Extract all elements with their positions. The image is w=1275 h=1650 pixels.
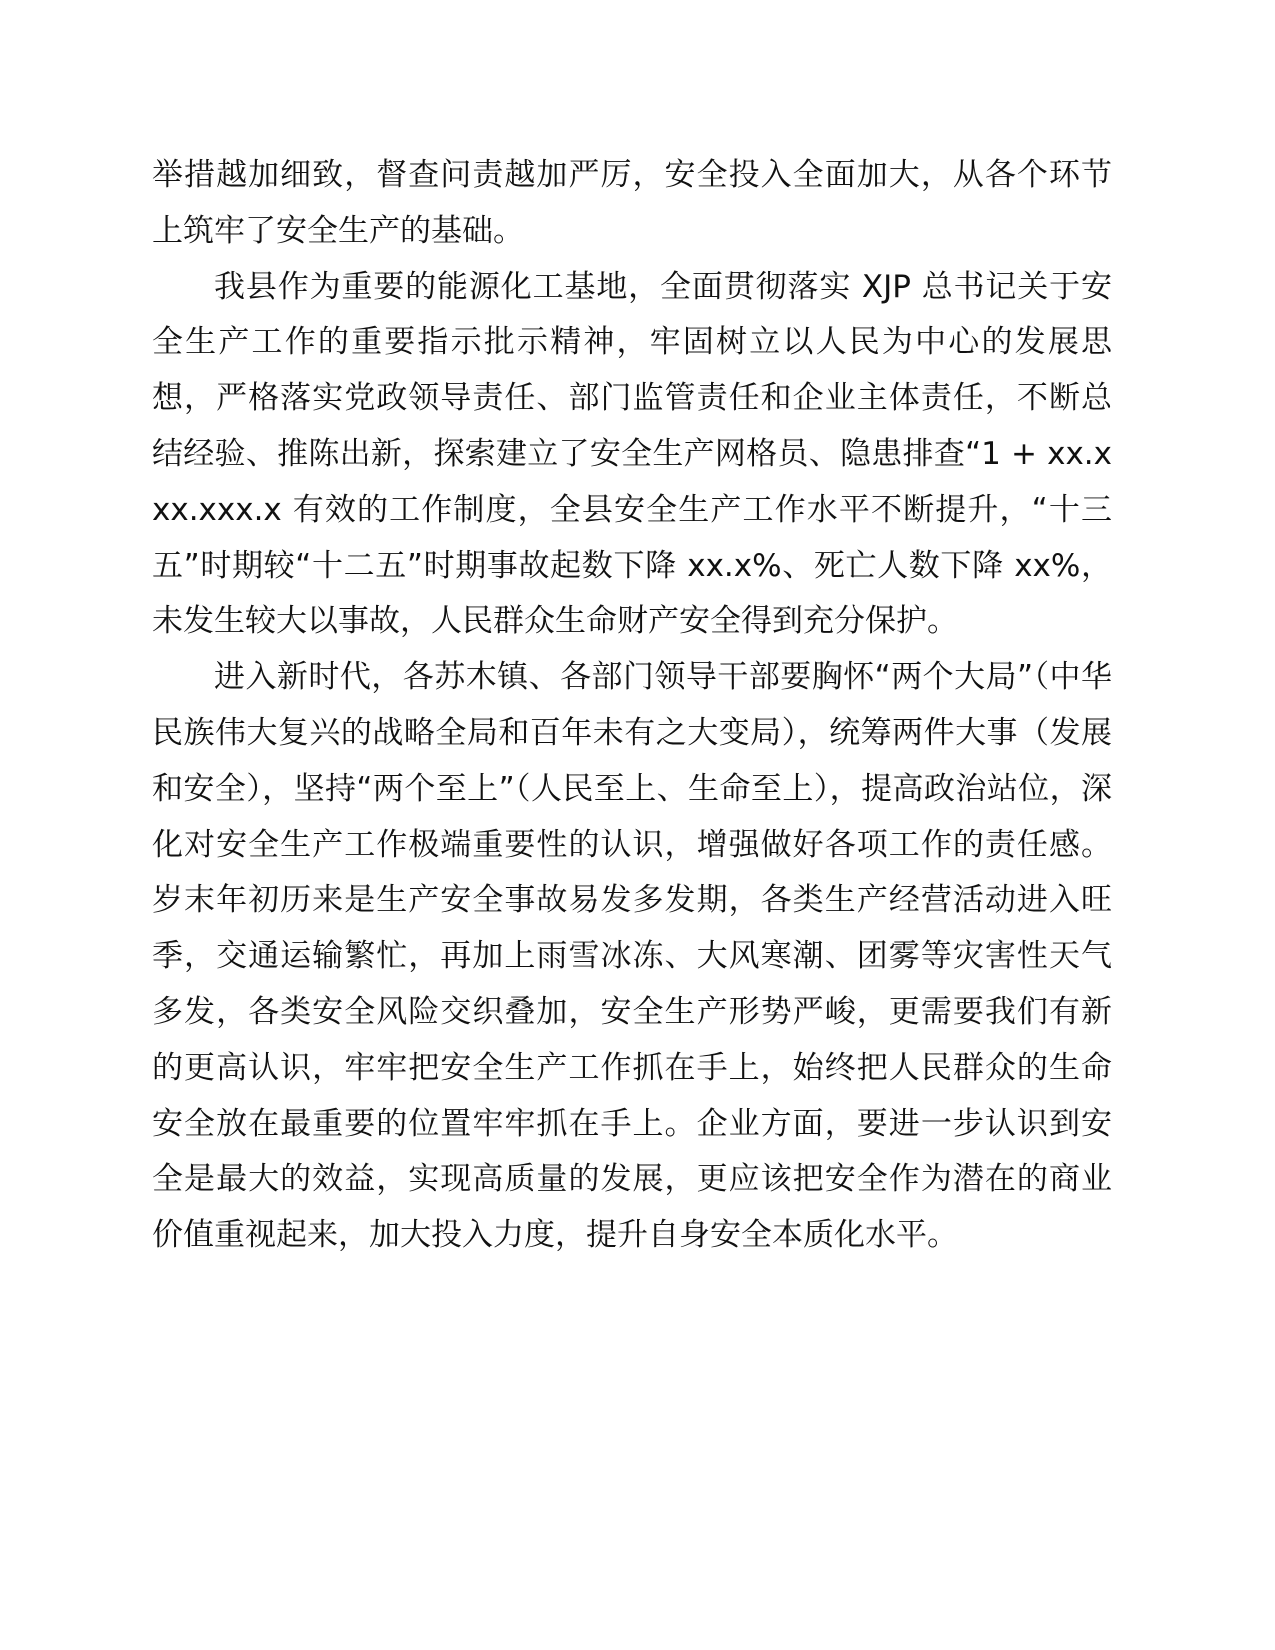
document-body <box>152 148 1112 1264</box>
paragraph-2: 我县作为重要的能源化工基地，全面贯彻落实 XJP 总书记关于安全生产工作的重要指示批示精神，牢固树立以人民为中心的发展思想，严格落实党政领导责任、部门监管责任和企业主体责任，不断总结经验、推陈出新，探索建立了安全生产网格员、隐患排查“1 + xx.xxx.xxx.x 有效的工作制度，全县安全生产工作水平不断提升，“十三五”时期较“十二五”时期事故起数下降 xx.x%、死亡人数下降 xx%，未发生较大以事故，人民群众生命财产安全得到充分保护。 <box>152 268 1112 640</box>
paragraph-1: 举措越加细致，督查问责越加严厉，安全投入全面加大，从各个环节上筑牢了安全生产的基础。 <box>152 157 1112 249</box>
paragraph-3: 进入新时代，各苏木镇、各部门领导干部要胸怀“两个大局”（中华民族伟大复兴的战略全局和百年未有之大变局），统筹两件大事（发展和安全），坚持“两个至上”（人民至上、生命至上），提高政治站位，深化对安全生产工作极端重要性的认识，增强做好各项工作的责任感。岁末年初历来是生产安全事故易发多发期，各类生产经营活动进入旺季，交通运输繁忙，再加上雨雪冰冻、大风寒潮、团雾等灾害性天气多发，各类安全风险交织叠加，安全生产形势严峻，更需要我们有新的更高认识，牢牢把安全生产工作抓在手上，始终把人民群众的生命安全放在最重要的位置牢牢抓在手上。企业方面，要进一步认识到安全是最大的效益，实现高质量的发展，更应该把安全作为潜在的商业价值重视起来，加大投入力度，提升自身安全本质化水平。 <box>152 659 1112 1254</box>
